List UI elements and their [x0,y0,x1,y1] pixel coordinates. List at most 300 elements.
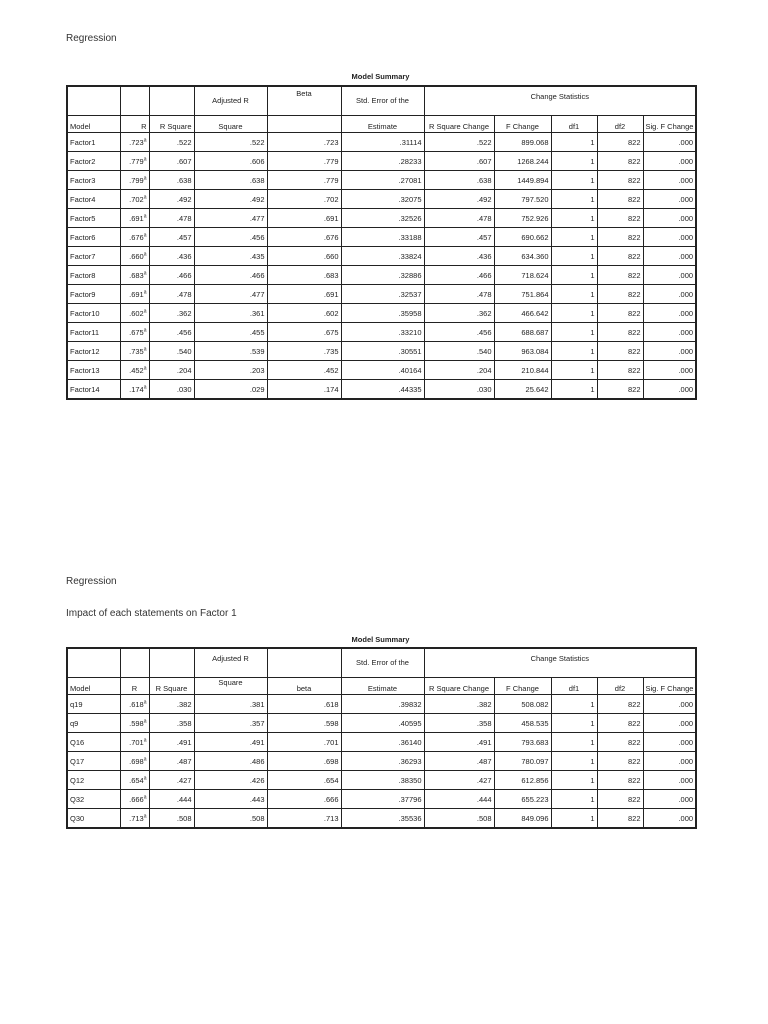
cell-sig-f-change-value: .000 [678,232,694,242]
cell-sig-f-change [643,790,696,809]
table-row [67,771,696,790]
header-sig-f-change: Sig. F Change [643,678,696,695]
cell-r [120,809,149,829]
cell-std-error-value: .33210 [398,327,422,337]
cell-std-error-value: .32537 [398,289,422,299]
cell-adjusted-r-square-value: .455 [249,327,265,337]
cell-beta [267,714,341,733]
cell-adjusted-r-square-value: .426 [249,775,265,785]
cell-adjusted-r-square-value: .381 [249,699,265,709]
cell-r-square-change [424,790,494,809]
cell-df2 [597,304,643,323]
cell-f-change [494,323,551,342]
cell-df1 [551,714,597,733]
cell-beta-value: .691 [323,289,339,299]
cell-df1 [551,809,597,829]
header-r-square: R Square [149,678,194,695]
cell-f-change [494,133,551,152]
cell-df2 [597,247,643,266]
cell-r [120,133,149,152]
cell-model-value: q9 [70,718,79,728]
cell-adjusted-r-square-value: .466 [249,270,265,280]
footnote-marker: a [143,794,147,800]
cell-r-square [149,790,194,809]
cell-r-square-change-value: .382 [476,699,492,709]
cell-r-square [149,133,194,152]
cell-r-square-change [424,380,494,400]
cell-model [67,247,120,266]
cell-r-square-value: .204 [176,365,192,375]
cell-r-value: .675 [129,327,144,337]
cell-f-change [494,342,551,361]
cell-df1-value: 1 [590,813,595,823]
table-row [67,190,696,209]
cell-r-square-value: .382 [176,699,192,709]
cell-df1-value: 1 [590,718,595,728]
cell-df1-value: 1 [590,775,595,785]
cell-df1 [551,733,597,752]
cell-f-change-value: 752.926 [521,213,549,223]
section-heading: Regression [66,576,117,587]
cell-adjusted-r-square-value: .477 [249,213,265,223]
cell-std-error [341,733,424,752]
cell-adjusted-r-square-value: .492 [249,194,265,204]
footnote-marker: a [143,756,147,762]
cell-std-error [341,809,424,829]
cell-r-square-change-value: .540 [476,346,492,356]
cell-adjusted-r-square-value: .508 [249,813,265,823]
section-heading: Regression [66,33,117,44]
cell-beta-value: .602 [323,308,339,318]
cell-r-value: .698 [129,756,144,766]
cell-r-square-change-value: .358 [476,718,492,728]
cell-r-square-change [424,285,494,304]
cell-r-square-value: .522 [176,137,192,147]
cell-f-change [494,304,551,323]
cell-model-value: Factor2 [70,156,96,166]
cell-sig-f-change [643,190,696,209]
cell-f-change [494,733,551,752]
cell-model-value: Factor11 [70,327,100,337]
cell-df2 [597,190,643,209]
cell-std-error [341,285,424,304]
cell-r-value: .602 [129,308,144,318]
cell-df1-value: 1 [590,346,595,356]
cell-r-square-change-value: .478 [476,289,492,299]
cell-r-square-value: .444 [176,794,192,804]
cell-df1 [551,152,597,171]
cell-adjusted-r-square-value: .539 [249,346,265,356]
header-std-error-top: Std. Error of the [341,86,424,116]
header-adjusted-r-square-bottom: Square [194,116,267,133]
cell-df2-value: 822 [627,213,641,223]
cell-adjusted-r-square-value: .491 [249,737,265,747]
cell-r-square-value: .362 [176,308,192,318]
cell-std-error-value: .39832 [398,699,422,709]
cell-model-value: Q30 [70,813,85,823]
cell-r-square-change [424,342,494,361]
cell-r [120,790,149,809]
cell-r-value: .691 [129,289,144,299]
cell-model-value: Factor10 [70,308,100,318]
cell-df2-value: 822 [627,813,641,823]
cell-df2 [597,380,643,400]
cell-df1-value: 1 [590,270,595,280]
header-blank [120,648,149,678]
header-blank [149,86,194,116]
cell-std-error-value: .36140 [398,737,422,747]
cell-r [120,380,149,400]
cell-r-value: .174 [129,384,144,394]
cell-sig-f-change [643,809,696,829]
cell-beta [267,304,341,323]
cell-f-change-value: 718.624 [521,270,549,280]
cell-r-square-value: .427 [176,775,192,785]
cell-sig-f-change-value: .000 [678,156,694,166]
header-blank [67,648,120,678]
cell-f-change [494,190,551,209]
cell-std-error-value: .38350 [398,775,422,785]
cell-beta-value: .618 [323,699,339,709]
cell-df2-value: 822 [627,232,641,242]
cell-r-value: .654 [129,775,144,785]
cell-df1 [551,342,597,361]
footnote-marker: a [143,251,147,257]
cell-df2 [597,133,643,152]
cell-beta [267,152,341,171]
cell-df1-value: 1 [590,194,595,204]
cell-model [67,285,120,304]
section-subheading: Impact of each statements on Factor 1 [66,608,237,619]
cell-df1 [551,285,597,304]
cell-f-change-value: 899.068 [521,137,549,147]
cell-f-change-value: 210.844 [521,365,549,375]
cell-df2-value: 822 [627,175,641,185]
cell-df2 [597,752,643,771]
cell-df2-value: 822 [627,137,641,147]
header-beta-blank [267,116,341,133]
cell-beta [267,209,341,228]
cell-r-value: .598 [129,718,144,728]
cell-f-change [494,361,551,380]
cell-f-change [494,247,551,266]
cell-df2-value: 822 [627,718,641,728]
cell-r-square-change-value: .456 [476,327,492,337]
table-row [67,133,696,152]
header-adjusted-r-square-top: Adjusted R [194,86,267,116]
cell-adjusted-r-square-value: .456 [249,232,265,242]
cell-r-square-change [424,771,494,790]
cell-beta [267,771,341,790]
cell-r-square-change [424,171,494,190]
cell-sig-f-change [643,209,696,228]
cell-r-square [149,809,194,829]
cell-df1 [551,247,597,266]
cell-df1 [551,209,597,228]
cell-r-square-value: .638 [176,175,192,185]
cell-f-change [494,209,551,228]
cell-df1 [551,171,597,190]
cell-df1 [551,771,597,790]
cell-adjusted-r-square [194,380,267,400]
cell-adjusted-r-square [194,247,267,266]
cell-r-square-value: .457 [176,232,192,242]
cell-adjusted-r-square-value: .606 [249,156,265,166]
cell-beta-value: .702 [323,194,339,204]
table-row [67,304,696,323]
cell-sig-f-change-value: .000 [678,384,694,394]
cell-df1-value: 1 [590,365,595,375]
cell-beta [267,342,341,361]
cell-r [120,361,149,380]
cell-model [67,190,120,209]
cell-f-change-value: 780.097 [521,756,549,766]
header-df1: df1 [551,678,597,695]
cell-sig-f-change [643,771,696,790]
cell-r-square-value: .478 [176,289,192,299]
cell-df1 [551,228,597,247]
cell-sig-f-change [643,304,696,323]
cell-adjusted-r-square-value: .638 [249,175,265,185]
cell-r-square-value: .540 [176,346,192,356]
cell-r-square-change-value: .436 [476,251,492,261]
header-f-change: F Change [494,678,551,695]
cell-r-value: .691 [129,213,144,223]
cell-r-square-change-value: .466 [476,270,492,280]
cell-f-change [494,695,551,714]
cell-sig-f-change [643,752,696,771]
cell-beta-value: .779 [323,156,339,166]
cell-df2 [597,790,643,809]
footnote-marker: a [143,737,147,743]
table-row [67,228,696,247]
cell-sig-f-change-value: .000 [678,737,694,747]
cell-sig-f-change-value: .000 [678,251,694,261]
cell-df2 [597,285,643,304]
cell-df2-value: 822 [627,327,641,337]
cell-sig-f-change-value: .000 [678,213,694,223]
header-std-error-bottom: Estimate [341,678,424,695]
cell-r-square-value: .478 [176,213,192,223]
cell-r-square [149,695,194,714]
cell-sig-f-change-value: .000 [678,813,694,823]
model-summary-table [66,85,697,400]
cell-df2 [597,714,643,733]
cell-r-square-value: .030 [176,384,192,394]
cell-df1 [551,190,597,209]
header-std-error-bottom: Estimate [341,116,424,133]
cell-std-error [341,133,424,152]
cell-r-value: .618 [129,699,144,709]
cell-sig-f-change [643,342,696,361]
cell-df2 [597,266,643,285]
cell-r-square [149,209,194,228]
cell-std-error-value: .32526 [398,213,422,223]
cell-df1-value: 1 [590,251,595,261]
table-row [67,209,696,228]
cell-std-error-value: .31114 [399,137,422,147]
cell-model-value: Factor4 [70,194,96,204]
cell-r-value: .676 [129,232,144,242]
cell-sig-f-change-value: .000 [678,327,694,337]
cell-std-error-value: .27081 [398,175,422,185]
footnote-marker: a [143,137,147,143]
cell-df1-value: 1 [590,737,595,747]
cell-model-value: Q17 [70,756,85,766]
cell-r-square-change-value: .522 [476,137,492,147]
cell-r-square-change-value: .638 [476,175,492,185]
cell-f-change-value: 508.082 [521,699,549,709]
cell-std-error-value: .36293 [398,756,422,766]
cell-beta [267,323,341,342]
footnote-marker: a [143,156,147,162]
cell-sig-f-change [643,285,696,304]
cell-std-error [341,790,424,809]
table-row [67,733,696,752]
cell-r-square-change [424,695,494,714]
footnote-marker: a [143,194,147,200]
cell-df2 [597,228,643,247]
cell-sig-f-change [643,733,696,752]
cell-r-square-change-value: .508 [476,813,492,823]
cell-r-value: .452 [129,365,144,375]
header-r: R [120,116,149,133]
cell-beta [267,733,341,752]
cell-beta-value: .723 [323,137,339,147]
cell-sig-f-change [643,714,696,733]
cell-r [120,228,149,247]
cell-sig-f-change [643,266,696,285]
cell-model-value: Factor12 [70,346,100,356]
cell-r-square-change [424,323,494,342]
cell-model-value: Factor1 [70,137,96,147]
cell-df2-value: 822 [627,699,641,709]
cell-r-square-change-value: .457 [476,232,492,242]
cell-f-change-value: 963.084 [521,346,549,356]
cell-std-error [341,380,424,400]
cell-df1-value: 1 [590,213,595,223]
cell-sig-f-change-value: .000 [678,365,694,375]
cell-r-square [149,323,194,342]
cell-r-square-change-value: .444 [476,794,492,804]
cell-df2-value: 822 [627,251,641,261]
cell-df1-value: 1 [590,175,595,185]
cell-f-change-value: 655.223 [521,794,549,804]
cell-adjusted-r-square [194,152,267,171]
table-row [67,152,696,171]
cell-adjusted-r-square-value: .435 [249,251,265,261]
cell-sig-f-change-value: .000 [678,775,694,785]
cell-model [67,809,120,829]
cell-adjusted-r-square [194,304,267,323]
cell-adjusted-r-square [194,361,267,380]
cell-r-value: .683 [129,270,144,280]
table-row [67,285,696,304]
table-row [67,380,696,400]
footnote-marker: a [143,175,147,181]
cell-df2 [597,342,643,361]
cell-r-square [149,247,194,266]
cell-beta-value: .713 [323,813,339,823]
table-row [67,790,696,809]
cell-r-square-change [424,714,494,733]
cell-model [67,752,120,771]
cell-adjusted-r-square [194,133,267,152]
cell-r-value: .660 [129,251,144,261]
cell-f-change-value: 690.662 [521,232,549,242]
cell-f-change [494,714,551,733]
cell-r [120,266,149,285]
header-beta: beta [267,678,341,695]
cell-sig-f-change-value: .000 [678,718,694,728]
header-adjusted-r-square-top: Adjusted R [194,648,267,678]
cell-r-square-value: .456 [176,327,192,337]
footnote-marker: a [143,308,147,314]
cell-std-error-value: .32886 [398,270,422,280]
cell-f-change-value: 612.856 [521,775,549,785]
cell-r-value: .723 [129,137,144,147]
cell-df1-value: 1 [590,156,595,166]
footnote-marker: a [143,289,147,295]
table-row [67,266,696,285]
cell-model-value: Factor8 [70,270,96,280]
header-r-square: R Square [149,116,194,133]
cell-f-change-value: 688.687 [521,327,549,337]
cell-df2 [597,209,643,228]
table-row [67,171,696,190]
cell-sig-f-change [643,361,696,380]
table-row [67,809,696,829]
cell-f-change-value: 751.864 [521,289,549,299]
cell-f-change-value: 849.096 [521,813,549,823]
cell-std-error [341,771,424,790]
cell-r [120,752,149,771]
cell-model-value: Factor6 [70,232,96,242]
cell-r-square-change [424,361,494,380]
cell-beta [267,695,341,714]
cell-sig-f-change-value: .000 [678,137,694,147]
cell-df1 [551,790,597,809]
cell-f-change [494,752,551,771]
cell-r-square-change [424,152,494,171]
header-beta: Beta [267,86,341,116]
cell-model-value: q19 [70,699,83,709]
cell-df1 [551,133,597,152]
cell-df1 [551,266,597,285]
cell-df2-value: 822 [627,194,641,204]
cell-model-value: Factor5 [70,213,96,223]
cell-beta-value: .676 [323,232,339,242]
cell-r-square [149,171,194,190]
cell-df1 [551,752,597,771]
cell-std-error-value: .28233 [398,156,422,166]
cell-df1 [551,380,597,400]
cell-r-square [149,304,194,323]
cell-adjusted-r-square [194,714,267,733]
cell-beta [267,133,341,152]
cell-r-square-change [424,247,494,266]
cell-adjusted-r-square [194,695,267,714]
cell-r-square-value: .466 [176,270,192,280]
cell-f-change [494,285,551,304]
footnote-marker: a [143,327,147,333]
cell-sig-f-change [643,323,696,342]
cell-r-square-change [424,752,494,771]
cell-std-error [341,304,424,323]
cell-f-change-value: 797.520 [521,194,549,204]
cell-beta-value: .666 [323,794,339,804]
cell-f-change [494,809,551,829]
